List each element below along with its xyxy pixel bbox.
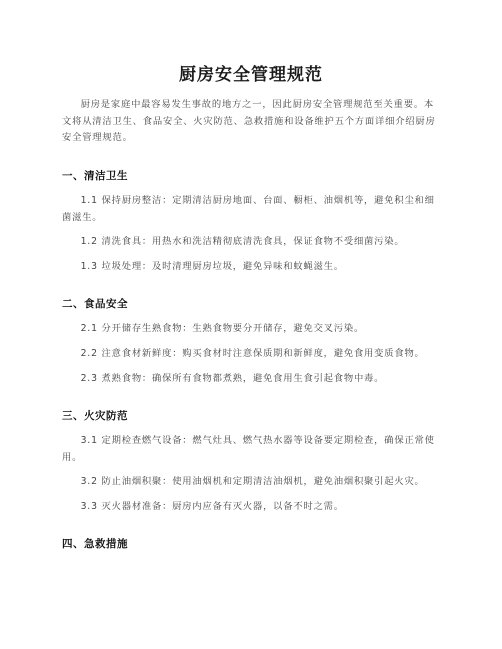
section-item: 3.1 定期检查燃气设备：燃气灶具、燃气热水器等设备要定期检查，确保正常使用。 — [62, 435, 435, 463]
section-heading-first-aid: 四、急救措施 — [62, 538, 128, 550]
section-item: 3.3 灭火器材准备：厨房内应备有灭火器，以备不时之需。 — [80, 501, 344, 512]
section-item: 1.2 清洗食具：用热水和洗洁精彻底清洗食具，保证食物不受细菌污染。 — [80, 236, 405, 247]
section-heading-hygiene: 一、清洁卫生 — [62, 170, 128, 182]
section-item: 2.3 煮熟食物：确保所有食物都煮熟，避免食用生食引起食物中毒。 — [80, 373, 385, 384]
section-item: 1.1 保持厨房整洁：定期清洁厨房地面、台面、橱柜、油烟机等，避免积尘和细菌滋生。 — [62, 195, 435, 223]
section-heading-food-safety: 二、食品安全 — [62, 298, 128, 310]
section-item: 2.2 注意食材新鲜度：购买食材时注意保质期和新鲜度，避免食用变质食物。 — [80, 348, 425, 359]
section-item: 2.1 分开储存生熟食物：生熟食物要分开储存，避免交叉污染。 — [80, 323, 365, 334]
document-title: 厨房安全管理规范 — [179, 65, 323, 85]
section-heading-fire-prevention: 三、火灾防范 — [62, 410, 128, 422]
intro-paragraph: 厨房是家庭中最容易发生事故的地方之一，因此厨房安全管理规范至关重要。本文将从清洁卫生、食品安全、火灾防范、急救措施和设备维护五个方面详细介绍厨房安全管理规范。 — [62, 99, 436, 143]
section-item: 3.2 防止油烟积聚：使用油烟机和定期清洁油烟机，避免油烟积聚引起火灾。 — [80, 476, 425, 487]
section-item: 1.3 垃圾处理：及时清理厨房垃圾，避免异味和蚊蝇滋生。 — [80, 261, 344, 272]
